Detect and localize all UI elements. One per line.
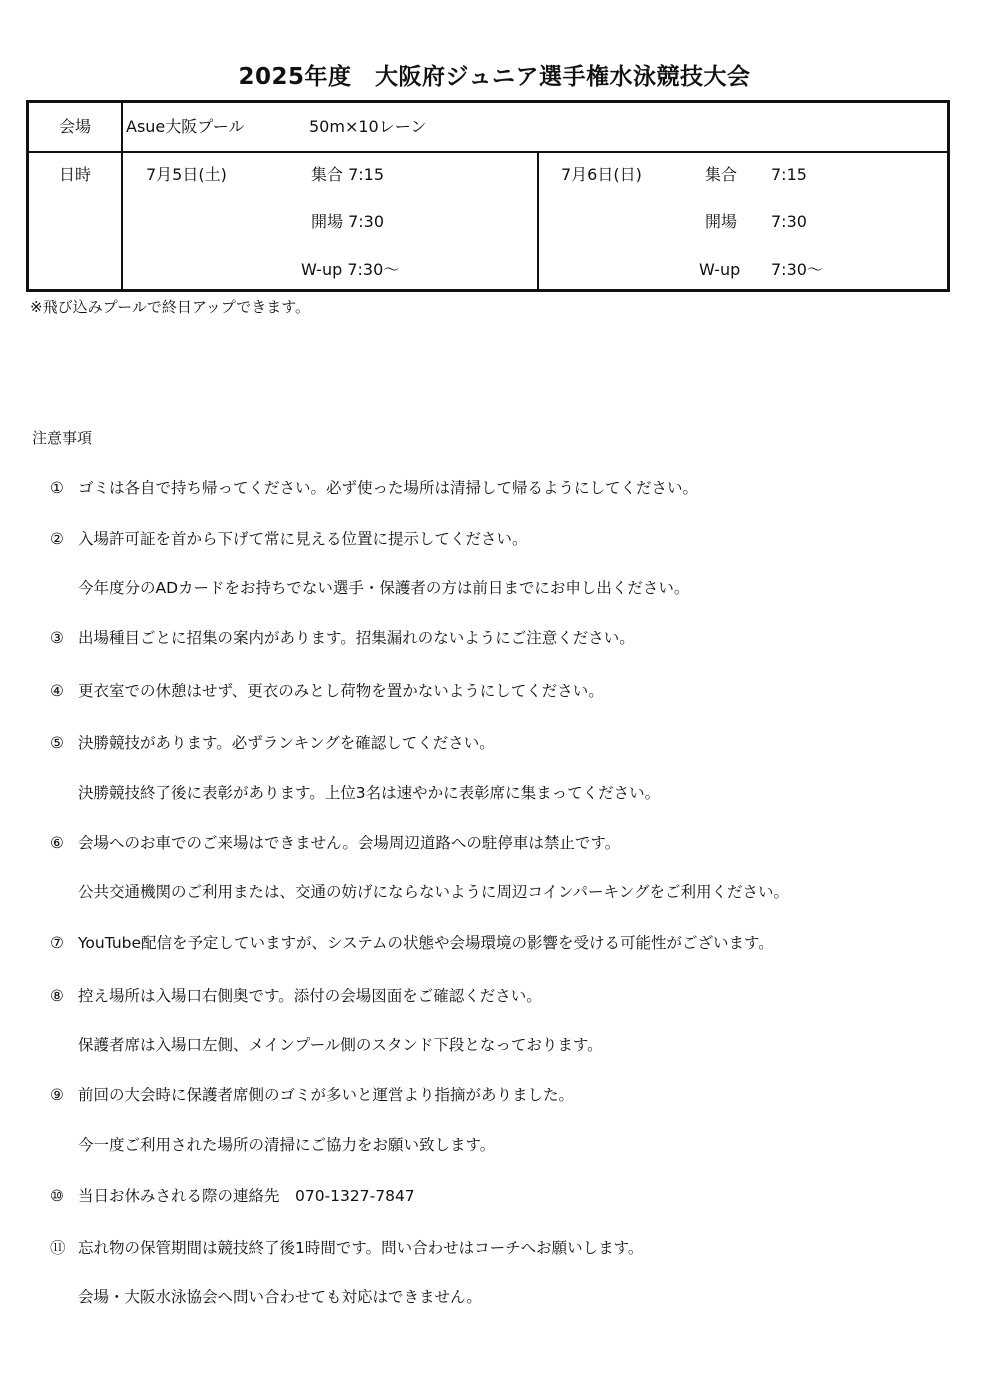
note-continuation: 今一度ご利用された場所の清掃にご協力をお願い致します。 [78,1136,496,1154]
note-number: ① [50,479,64,497]
page-title: 2025年度 大阪府ジュニア選手権水泳競技大会 [238,64,751,90]
note-continuation: 決勝競技終了後に表彰があります。上位3名は速やかに表彰席に集まってください。 [78,784,661,802]
note-text: 前回の大会時に保護者席側のゴミが多いと運営より指摘がありました。 [78,1086,575,1104]
note-number: ② [50,530,64,548]
table-column-divider [121,103,123,289]
note-text: ゴミは各自で持ち帰ってください。必ず使った場所は清掃して帰るようにしてください。 [78,479,699,497]
note-item-9 [50,1085,574,1105]
note-item-6 [50,833,620,853]
note-continuation: 会場・大阪水泳協会へ問い合わせても対応はできません。 [78,1288,482,1306]
day2-open-label: 開場 [705,212,738,231]
venue-spec: 50m×10レーン [309,117,427,136]
note-item-10 [50,1186,415,1206]
day2-assembly-time: 7:15 [771,165,807,184]
day1-warmup: W-up 7:30～ [301,260,400,279]
table-day-divider [537,151,539,289]
note-text: 入場許可証を首から下げて常に見える位置に提示してください。 [78,530,528,548]
note-number: ③ [50,629,64,647]
table-note: ※飛び込みプールで終日アップできます。 [30,298,311,316]
note-number: ⑪ [50,1239,66,1257]
note-continuation: 公共交通機関のご利用または、交通の妨げにならないように周辺コインパーキングをご利用ください。 [78,883,789,901]
note-text: 控え場所は入場口右側奥です。添付の会場図面をご確認ください。 [78,987,542,1005]
note-text: 決勝競技があります。必ずランキングを確認してください。 [78,734,495,752]
event-info-table [26,100,950,292]
note-text: 出場種目ごとに招集の案内があります。招集漏れのないようにご注意ください。 [78,629,635,647]
note-item-1 [50,478,698,498]
day2-date: 7月6日(日) [561,165,642,184]
day2-warmup-time: 7:30～ [771,260,823,279]
note-item-4 [50,681,604,701]
note-number: ⑦ [50,934,64,952]
note-number: ⑩ [50,1187,64,1205]
day1-assembly: 集合 7:15 [311,165,385,184]
note-text: 会場へのお車でのご来場はできません。会場周辺道路への駐停車は禁止です。 [78,834,621,852]
note-item-7 [50,933,774,953]
note-number: ⑨ [50,1086,64,1104]
note-item-11 [50,1238,643,1258]
note-number: ⑤ [50,734,64,752]
note-text: 当日お休みされる際の連絡先 070-1327-7847 [78,1187,415,1205]
day2-warmup-label: W-up [699,260,741,279]
venue-name: Asue大阪プール [126,117,245,136]
note-text: 忘れ物の保管期間は競技終了後1時間です。問い合わせはコーチへお願いします。 [78,1239,644,1257]
note-item-8 [50,986,542,1006]
note-item-5 [50,733,495,753]
schedule-label: 日時 [59,165,92,184]
note-text: YouTube配信を予定していますが、システムの状態や会場環境の影響を受ける可能性がございます。 [78,934,774,952]
note-number: ④ [50,682,64,700]
note-continuation: 今年度分のADカードをお持ちでない選手・保護者の方は前日までにお申し出ください。 [78,579,690,597]
day2-open-time: 7:30 [771,212,807,231]
day1-date: 7月5日(土) [146,165,227,184]
notes-heading: 注意事項 [32,429,93,447]
note-continuation: 保護者席は入場口左側、メインプール側のスタンド下段となっております。 [78,1036,603,1054]
note-item-2 [50,529,528,549]
day2-assembly-label: 集合 [705,165,738,184]
day1-open: 開場 7:30 [311,212,385,231]
note-text: 更衣室での休憩はせず、更衣のみとし荷物を置かないようにしてください。 [78,682,604,700]
note-item-3 [50,628,635,648]
venue-label: 会場 [59,117,92,136]
table-row-divider [29,151,947,153]
note-number: ⑧ [50,987,64,1005]
note-number: ⑥ [50,834,64,852]
